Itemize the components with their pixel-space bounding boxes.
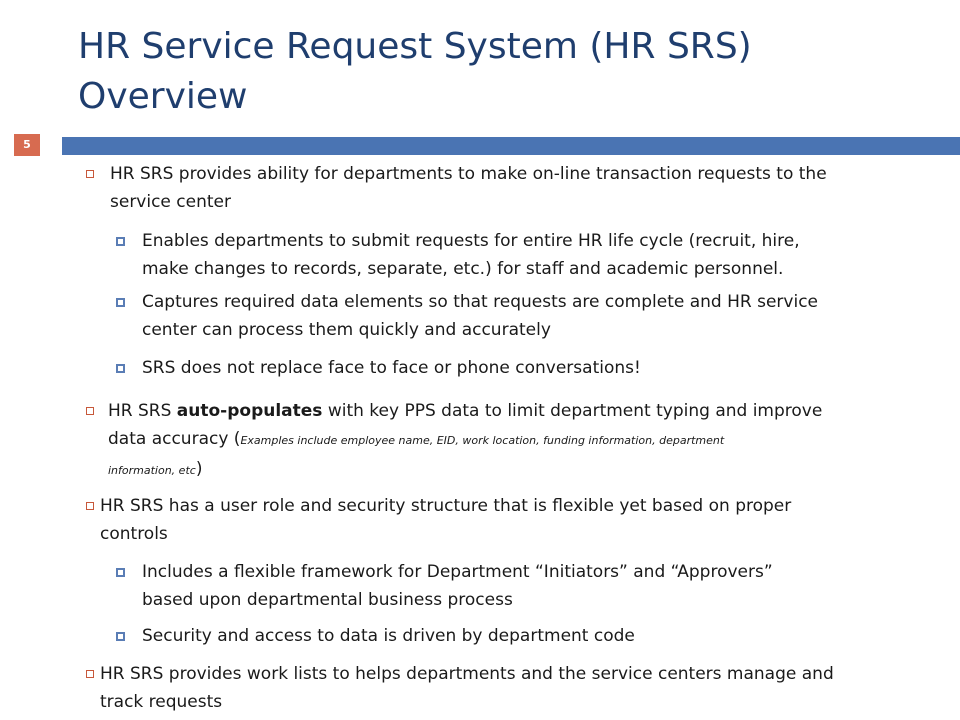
- bold-term: auto-populates: [176, 401, 323, 421]
- bullet-line: based upon departmental business process: [142, 590, 513, 610]
- subbullet-department-code: [142, 622, 932, 650]
- bullet-line: SRS does not replace face to face or phone conversations!: [142, 358, 641, 378]
- bullet-line: HR SRS provides work lists to helps departments and the service centers manage and: [100, 664, 834, 684]
- filled-square-bullet-icon: [116, 632, 125, 641]
- subbullet-required-data: [142, 288, 932, 344]
- page-number-badge: 5: [14, 134, 40, 156]
- bullet-text: HR SRS: [108, 401, 177, 421]
- bullet-text: ): [195, 459, 203, 479]
- bullet-srs-provides-ability: [110, 160, 930, 216]
- filled-square-bullet-icon: [116, 237, 125, 246]
- hollow-square-bullet-icon: [86, 670, 94, 678]
- bullet-line: Security and access to data is driven by department code: [142, 626, 635, 646]
- subbullet-initiators-approvers: [142, 558, 932, 614]
- bullet-user-role-security: [100, 492, 938, 548]
- bullet-auto-populates: [108, 397, 938, 485]
- bullet-work-lists: [100, 660, 940, 716]
- bullet-line: HR SRS provides ability for departments to make on-line transaction requests to the: [110, 164, 827, 184]
- bullet-line: make changes to records, separate, etc.) for staff and academic personnel.: [142, 259, 784, 279]
- bullet-line: Includes a flexible framework for Department “Initiators” and “Approvers”: [142, 562, 773, 582]
- examples-note: information, etc: [108, 464, 196, 477]
- bullet-line: controls: [100, 524, 168, 544]
- bullet-line: Captures required data elements so that requests are complete and HR service: [142, 292, 818, 312]
- bullet-text: data accuracy (: [108, 429, 241, 449]
- bullet-line: service center: [110, 192, 231, 212]
- filled-square-bullet-icon: [116, 568, 125, 577]
- bullet-line: track requests: [100, 692, 223, 712]
- bullet-line: HR SRS has a user role and security structure that is flexible yet based on proper: [100, 496, 792, 516]
- slide-title-line1: HR Service Request System (HR SRS): [78, 26, 752, 67]
- hollow-square-bullet-icon: [86, 407, 94, 415]
- bullet-text: with key PPS data to limit department typing and improve: [322, 401, 823, 421]
- hollow-square-bullet-icon: [86, 170, 94, 178]
- subbullet-hr-life-cycle: [142, 227, 932, 283]
- filled-square-bullet-icon: [116, 298, 125, 307]
- slide-title-line2: Overview: [78, 76, 248, 117]
- bullet-line: center can process them quickly and accurately: [142, 320, 551, 340]
- subbullet-not-replace: [142, 354, 932, 382]
- bullet-line: Enables departments to submit requests for entire HR life cycle (recruit, hire,: [142, 231, 800, 251]
- hollow-square-bullet-icon: [86, 502, 94, 510]
- examples-note: Examples include employee name, EID, work location, funding information, department: [240, 434, 725, 447]
- filled-square-bullet-icon: [116, 364, 125, 373]
